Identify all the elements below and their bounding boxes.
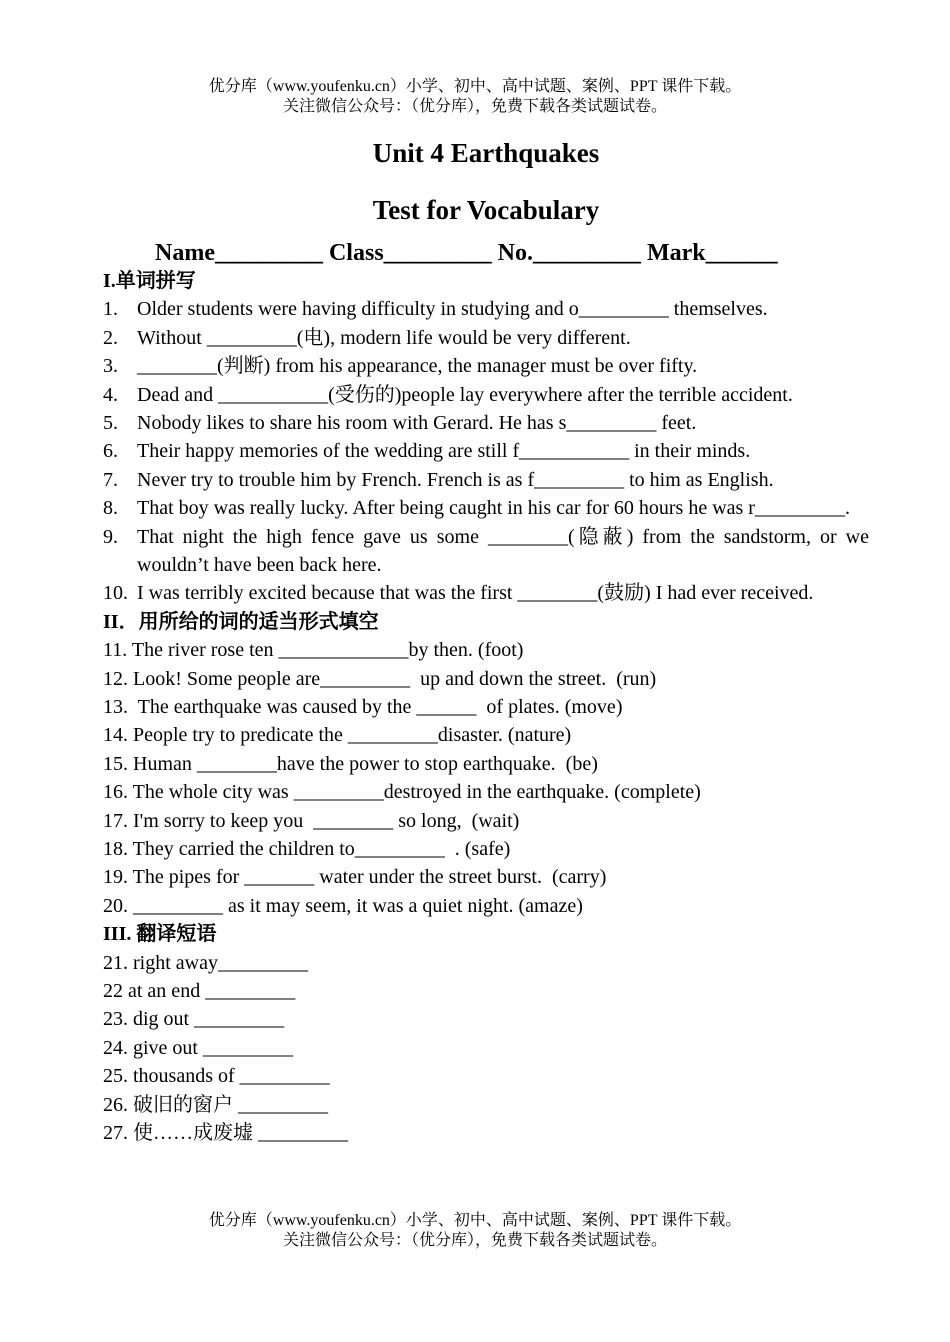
question-text: Without _________(电), modern life would be very different.	[137, 326, 631, 349]
question-text: Older students were having difficulty in studying and o_________ themselves.	[137, 298, 768, 321]
question-item	[103, 466, 869, 494]
header-line-2: 关注微信公众号：（优分库），免费下载各类试题试卷。	[282, 98, 667, 115]
page-header	[0, 77, 950, 117]
exercise-line: 26. 破旧的窗户 _________	[103, 1093, 328, 1116]
exercise-line: 13. The earthquake was caused by the ______ of plates. (move)	[103, 696, 623, 719]
question-number: 2.	[103, 326, 118, 349]
question-text: I was terribly excited because that was the first ________(鼓励) I had ever received.	[137, 582, 814, 605]
exercise-line: 20. _________ as it may seem, it was a quiet night. (amaze)	[103, 894, 583, 917]
question-text: Never try to trouble him by French. French is as f_________ to him as English.	[137, 468, 774, 491]
question-item	[103, 437, 869, 465]
header-line-1: 优分库（www.youfenku.cn）小学、初中、高中试题、案例、PPT 课件下载。	[208, 78, 742, 95]
exercise-line: 25. thousands of _________	[103, 1065, 330, 1088]
question-number: 10.	[103, 582, 128, 605]
question-item	[103, 352, 869, 380]
exercise-line: 12. Look! Some people are_________ up and down the street. (run)	[103, 667, 657, 690]
question-text: Nobody likes to share his room with Gerard. He has s_________ feet.	[137, 412, 697, 435]
question-item	[103, 381, 869, 409]
question-number: 4.	[103, 383, 118, 406]
question-number: 5.	[103, 412, 118, 435]
exercise-line: 19. The pipes for _______ water under the street burst. (carry)	[103, 866, 607, 889]
document-subtitle: Test for Vocabulary	[372, 195, 600, 225]
exercise-line: 11. The river rose ten _____________by then. (foot)	[103, 639, 524, 662]
question-number: 7.	[103, 468, 118, 491]
question-text: Dead and ___________(受伤的)people lay everywhere after the terrible accident.	[137, 383, 793, 406]
exercise-content	[103, 267, 869, 1147]
question-text: Their happy memories of the wedding are still f___________ in their minds.	[137, 440, 751, 463]
exercise-line: 23. dig out _________	[103, 1008, 285, 1031]
section-3-heading: III. 翻译短语	[103, 923, 217, 946]
question-number: 8.	[103, 497, 118, 520]
question-number: 6.	[103, 440, 118, 463]
exercise-line: 16. The whole city was _________destroyed in the earthquake. (complete)	[103, 781, 701, 804]
question-number: 9.	[103, 525, 118, 548]
exercise-line: 22 at an end _________	[103, 979, 296, 1002]
section-1-heading: I.单词拼写	[103, 270, 196, 292]
question-item	[103, 295, 869, 323]
exercise-line: 24. give out _________	[103, 1036, 293, 1059]
question-number: 1.	[103, 298, 118, 321]
question-number: 3.	[103, 355, 118, 378]
question-text: That boy was really lucky. After being caught in his car for 60 hours he was r_________.	[137, 497, 850, 520]
exercise-line: 27. 使……成废墟 _________	[103, 1121, 348, 1144]
exercise-line: 15. Human ________have the power to stop earthquake. (be)	[103, 752, 598, 775]
question-text: That night the high fence gave us some ________(隐蔽) from the sandstorm, or we wouldn’t have been back here.	[137, 525, 869, 577]
exercise-line: 17. I'm sorry to keep you ________ so long, (wait)	[103, 809, 520, 832]
student-info-fields: Name_________ Class_________ No._________ Mark______	[155, 240, 778, 266]
question-item	[103, 494, 869, 522]
question-item	[103, 324, 869, 352]
question-item	[103, 579, 869, 607]
footer-line-2: 关注微信公众号：（优分库），免费下载各类试题试卷。	[282, 1232, 667, 1249]
exercise-line: 21. right away_________	[103, 951, 308, 974]
question-text: ________(判断) from his appearance, the manager must be over fifty.	[137, 355, 698, 378]
question-item	[103, 523, 869, 580]
exercise-line: 14. People try to predicate the _________disaster. (nature)	[103, 724, 572, 747]
question-item	[103, 409, 869, 437]
section-2-heading: II．用所给的词的适当形式填空	[103, 610, 379, 633]
page-footer	[0, 1211, 950, 1251]
document-title: Unit 4 Earthquakes	[372, 138, 600, 168]
footer-line-1: 优分库（www.youfenku.cn）小学、初中、高中试题、案例、PPT 课件下载。	[208, 1212, 742, 1229]
exercise-line: 18. They carried the children to_________ . (safe)	[103, 837, 511, 860]
